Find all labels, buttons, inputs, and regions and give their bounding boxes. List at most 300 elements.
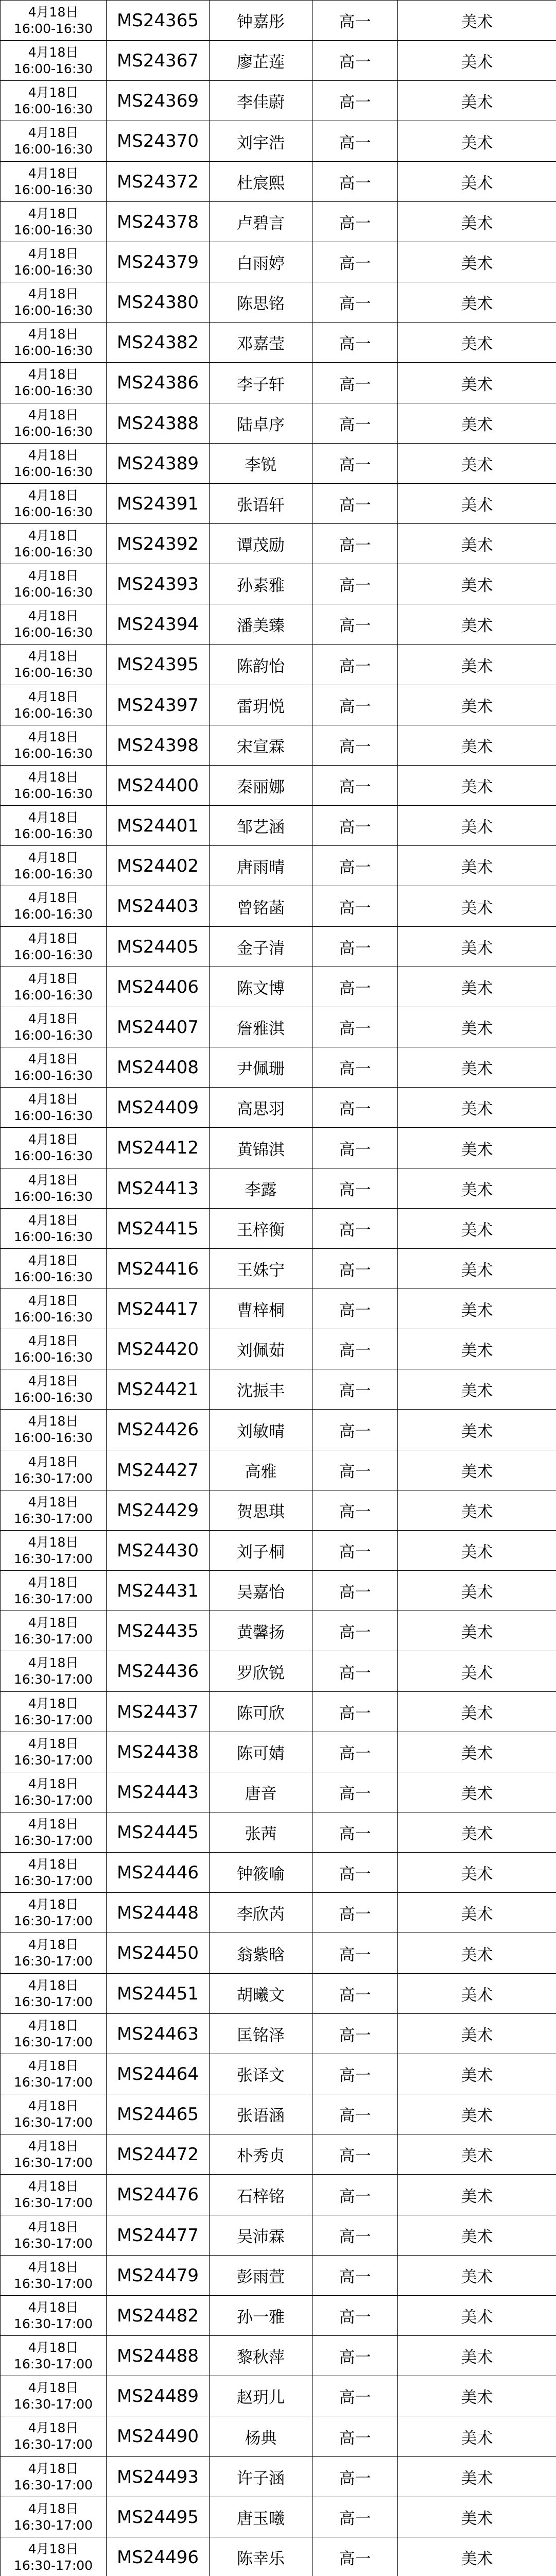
date-text: 4月18日	[28, 206, 79, 221]
student-id-cell: MS24401	[107, 806, 210, 846]
student-id-cell: MS24463	[107, 2014, 210, 2054]
student-name-cell: 詹雅淇	[210, 1007, 312, 1047]
student-name-cell: 黄锦淇	[210, 1128, 312, 1168]
time-cell	[1, 806, 107, 846]
time-cell	[1, 1611, 107, 1651]
subject-cell: 美术	[398, 242, 556, 282]
grade-cell: 高一	[312, 282, 398, 323]
table-row	[1, 363, 556, 403]
date-text: 4月18日	[28, 2501, 79, 2516]
date-text: 4月18日	[28, 729, 79, 744]
table-row	[1, 766, 556, 806]
date-text: 4月18日	[28, 1414, 79, 1429]
subject-cell: 美术	[398, 1732, 556, 1772]
student-name-cell: 陈思铭	[210, 282, 312, 323]
grade-cell: 高一	[312, 1, 398, 41]
date-text: 4月18日	[28, 528, 79, 543]
date-text: 4月18日	[28, 1252, 79, 1268]
student-id-cell: MS24417	[107, 1289, 210, 1329]
grade-cell: 高一	[312, 2376, 398, 2416]
student-id-cell: MS24429	[107, 1490, 210, 1531]
time-range-text: 16:30-17:00	[13, 2034, 93, 2049]
time-range-text: 16:30-17:00	[13, 1631, 93, 1647]
student-id-cell: MS24367	[107, 41, 210, 81]
time-cell	[1, 81, 107, 121]
grade-cell: 高一	[312, 1369, 398, 1410]
table-row	[1, 886, 556, 927]
student-name-cell: 罗欣锐	[210, 1651, 312, 1692]
student-id-cell: MS24370	[107, 121, 210, 162]
date-text: 4月18日	[28, 971, 79, 986]
student-id-cell: MS24389	[107, 444, 210, 484]
subject-cell: 美术	[398, 524, 556, 564]
subject-cell: 美术	[398, 2014, 556, 2054]
time-cell	[1, 1007, 107, 1047]
student-id-cell: MS24380	[107, 282, 210, 323]
subject-cell: 美术	[398, 2175, 556, 2215]
time-range-text: 16:30-17:00	[13, 1792, 93, 1808]
table-row	[1, 1410, 556, 1450]
student-id-cell: MS24450	[107, 1933, 210, 1974]
time-range-text: 16:30-17:00	[13, 2114, 93, 2130]
time-cell	[1, 846, 107, 886]
table-row	[1, 846, 556, 886]
time-cell	[1, 1209, 107, 1249]
table-row	[1, 1812, 556, 1853]
time-cell	[1, 2134, 107, 2175]
student-id-cell: MS24393	[107, 564, 210, 604]
student-name-cell: 赵玥儿	[210, 2376, 312, 2416]
table-row	[1, 1369, 556, 1410]
student-name-cell: 朴秀贞	[210, 2134, 312, 2175]
time-range-text: 16:00-16:30	[13, 866, 93, 882]
subject-cell: 美术	[398, 1772, 556, 1812]
grade-cell: 高一	[312, 1410, 398, 1450]
table-row	[1, 1168, 556, 1209]
grade-cell: 高一	[312, 2054, 398, 2094]
time-cell	[1, 1933, 107, 1974]
subject-cell: 美术	[398, 766, 556, 806]
subject-cell: 美术	[398, 2376, 556, 2416]
table-row	[1, 2256, 556, 2296]
table-row	[1, 725, 556, 766]
time-cell	[1, 282, 107, 323]
student-name-cell: 高雅	[210, 1450, 312, 1490]
grade-cell: 高一	[312, 444, 398, 484]
date-text: 4月18日	[28, 2299, 79, 2315]
student-name-cell: 唐雨晴	[210, 846, 312, 886]
grade-cell: 高一	[312, 2336, 398, 2376]
table-row	[1, 564, 556, 604]
student-name-cell: 钟筱喻	[210, 1853, 312, 1893]
student-name-cell: 张语涵	[210, 2094, 312, 2134]
student-name-cell: 陈文博	[210, 967, 312, 1007]
student-name-cell: 廖芷莲	[210, 41, 312, 81]
table-row	[1, 1772, 556, 1812]
student-name-cell: 曹梓桐	[210, 1289, 312, 1329]
date-text: 4月18日	[28, 1736, 79, 1751]
subject-cell: 美术	[398, 2457, 556, 2497]
time-range-text: 16:00-16:30	[13, 142, 93, 157]
student-id-cell: MS24437	[107, 1692, 210, 1732]
student-id-cell: MS24388	[107, 403, 210, 444]
grade-cell: 高一	[312, 2296, 398, 2336]
student-name-cell: 唐音	[210, 1772, 312, 1812]
subject-cell: 美术	[398, 927, 556, 967]
time-range-text: 16:00-16:30	[13, 383, 93, 398]
time-cell	[1, 1531, 107, 1571]
grade-cell: 高一	[312, 806, 398, 846]
schedule-table-body	[1, 1, 556, 2576]
time-range-text: 16:30-17:00	[13, 1752, 93, 1768]
grade-cell: 高一	[312, 1893, 398, 1933]
time-range-text: 16:00-16:30	[13, 101, 93, 116]
student-id-cell: MS24493	[107, 2457, 210, 2497]
grade-cell: 高一	[312, 1772, 398, 1812]
time-range-text: 16:30-17:00	[13, 2316, 93, 2331]
grade-cell: 高一	[312, 2134, 398, 2175]
date-text: 4月18日	[28, 850, 79, 865]
grade-cell: 高一	[312, 2014, 398, 2054]
time-range-text: 16:30-17:00	[13, 1954, 93, 1969]
table-row	[1, 604, 556, 645]
student-id-cell: MS24392	[107, 524, 210, 564]
student-name-cell: 杨典	[210, 2416, 312, 2457]
grade-cell: 高一	[312, 1007, 398, 1047]
table-row	[1, 41, 556, 81]
grade-cell: 高一	[312, 2416, 398, 2457]
grade-cell: 高一	[312, 403, 398, 444]
table-row	[1, 1450, 556, 1490]
grade-cell: 高一	[312, 1088, 398, 1128]
grade-cell: 高一	[312, 1249, 398, 1289]
table-row	[1, 484, 556, 524]
student-id-cell: MS24408	[107, 1047, 210, 1088]
time-cell	[1, 2296, 107, 2336]
student-id-cell: MS24402	[107, 846, 210, 886]
table-row	[1, 1209, 556, 1249]
table-row	[1, 1490, 556, 1531]
time-range-text: 16:30-17:00	[13, 1994, 93, 2009]
student-id-cell: MS24416	[107, 1249, 210, 1289]
subject-cell: 美术	[398, 2416, 556, 2457]
time-cell	[1, 1450, 107, 1490]
time-range-text: 16:00-16:30	[13, 786, 93, 801]
table-row	[1, 202, 556, 242]
student-id-cell: MS24412	[107, 1128, 210, 1168]
subject-cell: 美术	[398, 1369, 556, 1410]
time-cell	[1, 121, 107, 162]
student-id-cell: MS24395	[107, 645, 210, 685]
student-name-cell: 钟嘉彤	[210, 1, 312, 41]
table-row	[1, 1531, 556, 1571]
subject-cell: 美术	[398, 162, 556, 202]
grade-cell: 高一	[312, 1974, 398, 2014]
date-text: 4月18日	[28, 649, 79, 664]
subject-cell: 美术	[398, 323, 556, 363]
grade-cell: 高一	[312, 645, 398, 685]
subject-cell: 美术	[398, 1329, 556, 1369]
date-text: 4月18日	[28, 1534, 79, 1550]
student-id-cell: MS24451	[107, 1974, 210, 2014]
subject-cell: 美术	[398, 2256, 556, 2296]
subject-cell: 美术	[398, 1, 556, 41]
date-text: 4月18日	[28, 769, 79, 785]
grade-cell: 高一	[312, 1490, 398, 1531]
time-range-text: 16:00-16:30	[13, 705, 93, 721]
date-text: 4月18日	[28, 1132, 79, 1147]
subject-cell: 美术	[398, 1490, 556, 1531]
grade-cell: 高一	[312, 1571, 398, 1611]
student-name-cell: 邓嘉莹	[210, 323, 312, 363]
student-name-cell: 陈可欣	[210, 1692, 312, 1732]
time-cell	[1, 1732, 107, 1772]
time-cell	[1, 1168, 107, 1209]
time-cell	[1, 363, 107, 403]
student-name-cell: 李佳蔚	[210, 81, 312, 121]
student-id-cell: MS24391	[107, 484, 210, 524]
student-id-cell: MS24379	[107, 242, 210, 282]
date-text: 4月18日	[28, 1091, 79, 1107]
table-row	[1, 1047, 556, 1088]
grade-cell: 高一	[312, 1732, 398, 1772]
table-row	[1, 323, 556, 363]
student-id-cell: MS24489	[107, 2376, 210, 2416]
date-text: 4月18日	[28, 1212, 79, 1228]
time-range-text: 16:30-17:00	[13, 2437, 93, 2452]
time-range-text: 16:30-17:00	[13, 1833, 93, 1848]
grade-cell: 高一	[312, 2215, 398, 2256]
date-text: 4月18日	[28, 1574, 79, 1590]
time-cell	[1, 2256, 107, 2296]
grade-cell: 高一	[312, 121, 398, 162]
time-range-text: 16:00-16:30	[13, 1389, 93, 1405]
student-id-cell: MS24406	[107, 967, 210, 1007]
subject-cell: 美术	[398, 81, 556, 121]
student-id-cell: MS24464	[107, 2054, 210, 2094]
table-row	[1, 1329, 556, 1369]
student-name-cell: 孙素雅	[210, 564, 312, 604]
time-range-text: 16:30-17:00	[13, 2155, 93, 2170]
grade-cell: 高一	[312, 202, 398, 242]
subject-cell: 美术	[398, 685, 556, 725]
date-text: 4月18日	[28, 2340, 79, 2355]
time-cell	[1, 1289, 107, 1329]
student-name-cell: 张茜	[210, 1812, 312, 1853]
time-range-text: 16:30-17:00	[13, 2235, 93, 2251]
table-row	[1, 2175, 556, 2215]
time-cell	[1, 323, 107, 363]
student-name-cell: 刘敏晴	[210, 1410, 312, 1450]
table-row	[1, 1571, 556, 1611]
student-name-cell: 李子轩	[210, 363, 312, 403]
date-text: 4月18日	[28, 1172, 79, 1188]
time-range-text: 16:00-16:30	[13, 987, 93, 1003]
time-cell	[1, 1853, 107, 1893]
student-name-cell: 胡曦文	[210, 1974, 312, 2014]
grade-cell: 高一	[312, 1531, 398, 1571]
time-range-text: 16:00-16:30	[13, 665, 93, 680]
time-cell	[1, 1490, 107, 1531]
date-text: 4月18日	[28, 1615, 79, 1630]
table-row	[1, 1853, 556, 1893]
subject-cell: 美术	[398, 202, 556, 242]
date-text: 4月18日	[28, 890, 79, 905]
subject-cell: 美术	[398, 1974, 556, 2014]
table-row	[1, 1249, 556, 1289]
time-range-text: 16:00-16:30	[13, 1067, 93, 1083]
table-row	[1, 1289, 556, 1329]
student-id-cell: MS24407	[107, 1007, 210, 1047]
time-range-text: 16:00-16:30	[13, 1269, 93, 1284]
student-name-cell: 陈幸乐	[210, 2537, 312, 2576]
date-text: 4月18日	[28, 1494, 79, 1510]
table-row	[1, 2094, 556, 2134]
table-row	[1, 1651, 556, 1692]
time-cell	[1, 2014, 107, 2054]
date-text: 4月18日	[28, 2219, 79, 2234]
time-range-text: 16:00-16:30	[13, 624, 93, 640]
time-range-text: 16:00-16:30	[13, 182, 93, 197]
subject-cell: 美术	[398, 363, 556, 403]
time-range-text: 16:00-16:30	[13, 504, 93, 519]
student-name-cell: 王姝宁	[210, 1249, 312, 1289]
subject-cell: 美术	[398, 1692, 556, 1732]
student-id-cell: MS24409	[107, 1088, 210, 1128]
grade-cell: 高一	[312, 604, 398, 645]
student-id-cell: MS24448	[107, 1893, 210, 1933]
time-cell	[1, 524, 107, 564]
table-row	[1, 2054, 556, 2094]
student-id-cell: MS24386	[107, 363, 210, 403]
table-row	[1, 2376, 556, 2416]
student-name-cell: 刘子桐	[210, 1531, 312, 1571]
subject-cell: 美术	[398, 1209, 556, 1249]
subject-cell: 美术	[398, 645, 556, 685]
date-text: 4月18日	[28, 608, 79, 623]
date-text: 4月18日	[28, 1977, 79, 1993]
time-range-text: 16:30-17:00	[13, 1551, 93, 1566]
grade-cell: 高一	[312, 766, 398, 806]
time-cell	[1, 1047, 107, 1088]
student-name-cell: 张语轩	[210, 484, 312, 524]
grade-cell: 高一	[312, 1289, 398, 1329]
student-id-cell: MS24477	[107, 2215, 210, 2256]
grade-cell: 高一	[312, 2256, 398, 2296]
time-cell	[1, 886, 107, 927]
student-id-cell: MS24465	[107, 2094, 210, 2134]
student-id-cell: MS24372	[107, 162, 210, 202]
time-cell	[1, 1571, 107, 1611]
table-row	[1, 2457, 556, 2497]
student-id-cell: MS24413	[107, 1168, 210, 1209]
date-text: 4月18日	[28, 1896, 79, 1912]
table-row	[1, 1128, 556, 1168]
student-id-cell: MS24382	[107, 323, 210, 363]
time-range-text: 16:00-16:30	[13, 1189, 93, 1204]
subject-cell: 美术	[398, 1611, 556, 1651]
student-id-cell: MS24443	[107, 1772, 210, 1812]
student-name-cell: 白雨婷	[210, 242, 312, 282]
date-text: 4月18日	[28, 2420, 79, 2435]
table-row	[1, 2537, 556, 2576]
subject-cell: 美术	[398, 2094, 556, 2134]
time-cell	[1, 2457, 107, 2497]
date-text: 4月18日	[28, 246, 79, 261]
grade-cell: 高一	[312, 725, 398, 766]
time-range-text: 16:30-17:00	[13, 2074, 93, 2090]
subject-cell: 美术	[398, 564, 556, 604]
table-row	[1, 1088, 556, 1128]
time-cell	[1, 604, 107, 645]
time-range-text: 16:00-16:30	[13, 21, 93, 36]
student-name-cell: 尹佩珊	[210, 1047, 312, 1088]
time-cell	[1, 1329, 107, 1369]
student-id-cell: MS24378	[107, 202, 210, 242]
date-text: 4月18日	[28, 165, 79, 181]
subject-cell: 美术	[398, 403, 556, 444]
time-range-text: 16:00-16:30	[13, 343, 93, 358]
subject-cell: 美术	[398, 282, 556, 323]
date-text: 4月18日	[28, 447, 79, 463]
student-id-cell: MS24495	[107, 2497, 210, 2537]
time-range-text: 16:30-17:00	[13, 1913, 93, 1928]
grade-cell: 高一	[312, 524, 398, 564]
date-text: 4月18日	[28, 44, 79, 60]
time-cell	[1, 403, 107, 444]
grade-cell: 高一	[312, 967, 398, 1007]
grade-cell: 高一	[312, 162, 398, 202]
time-cell	[1, 1692, 107, 1732]
date-text: 4月18日	[28, 1776, 79, 1791]
table-row	[1, 81, 556, 121]
time-range-text: 16:00-16:30	[13, 1309, 93, 1325]
student-name-cell: 吴嘉怡	[210, 1571, 312, 1611]
subject-cell: 美术	[398, 1168, 556, 1209]
student-id-cell: MS24431	[107, 1571, 210, 1611]
table-row	[1, 242, 556, 282]
subject-cell: 美术	[398, 2134, 556, 2175]
table-row	[1, 967, 556, 1007]
subject-cell: 美术	[398, 1531, 556, 1571]
table-row	[1, 524, 556, 564]
grade-cell: 高一	[312, 1853, 398, 1893]
subject-cell: 美术	[398, 1853, 556, 1893]
time-cell	[1, 725, 107, 766]
date-text: 4月18日	[28, 2138, 79, 2154]
subject-cell: 美术	[398, 1249, 556, 1289]
time-cell	[1, 1128, 107, 1168]
student-name-cell: 黄馨扬	[210, 1611, 312, 1651]
date-text: 4月18日	[28, 930, 79, 946]
grade-cell: 高一	[312, 1651, 398, 1692]
student-id-cell: MS24446	[107, 1853, 210, 1893]
time-cell	[1, 2537, 107, 2576]
time-cell	[1, 484, 107, 524]
time-range-text: 16:00-16:30	[13, 262, 93, 278]
table-row	[1, 444, 556, 484]
grade-cell: 高一	[312, 2175, 398, 2215]
time-cell	[1, 2094, 107, 2134]
subject-cell: 美术	[398, 967, 556, 1007]
time-range-text: 16:30-17:00	[13, 1591, 93, 1606]
time-range-text: 16:30-17:00	[13, 1712, 93, 1727]
student-name-cell: 卢碧言	[210, 202, 312, 242]
table-row	[1, 927, 556, 967]
time-range-text: 16:00-16:30	[13, 61, 93, 76]
time-cell	[1, 685, 107, 725]
time-cell	[1, 2215, 107, 2256]
